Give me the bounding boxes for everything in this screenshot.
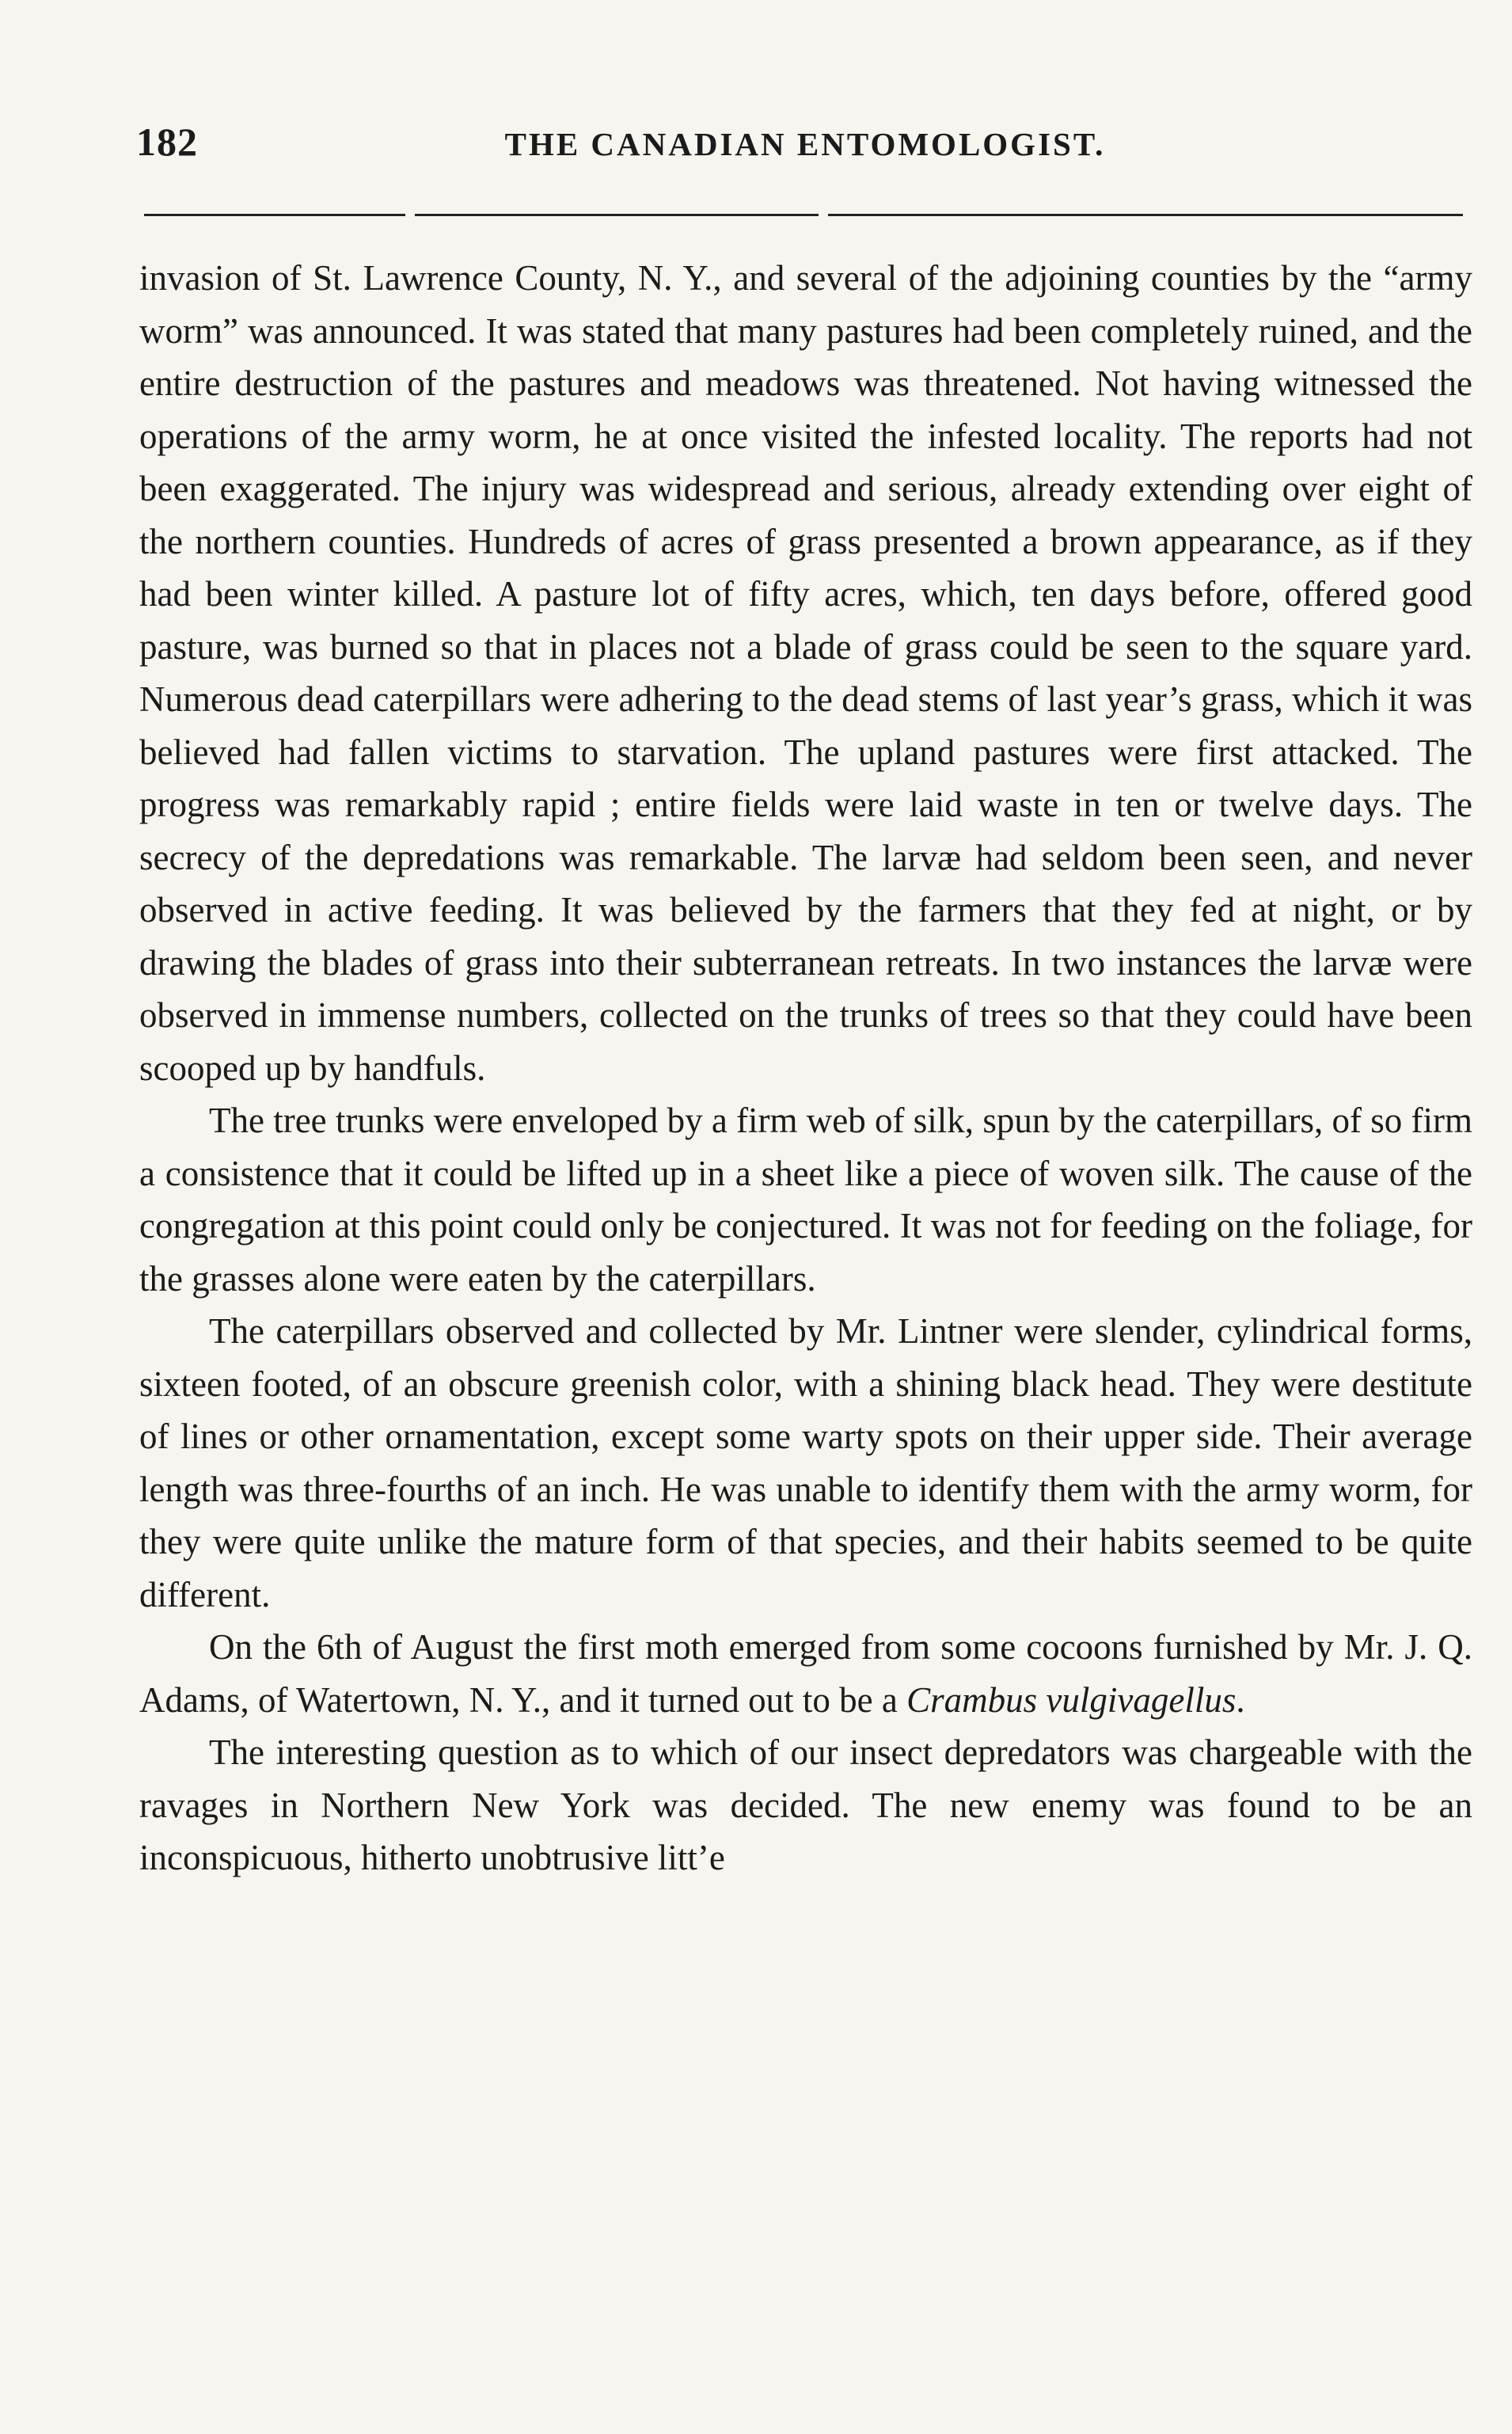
body-text [139, 252, 1472, 1884]
paragraph [139, 1621, 1472, 1726]
paragraph-text: On the 6th of August the first moth emerged from some cocoons furnished by Mr. J. Q. Adams, of Watertown, N. Y., and it turned out to be a [139, 1627, 1472, 1720]
paragraph: The caterpillars observed and collected by Mr. Lintner were slender, cylindrical forms, sixteen footed, of an obscure greenish color, with a shining black head. They were destitute of lines or other ornamentation, except some warty spots on their upper side. Their average length was three-fourths of an inch. He was unable to identify them with the army worm, for they were quite unlike the mature form of that species, and their habits seemed to be quite different. [139, 1311, 1472, 1614]
journal-title: THE CANADIAN ENTOMOLOGIST. [504, 126, 1106, 162]
header-rule [144, 214, 405, 216]
header-rule [828, 214, 1463, 216]
paragraph: The interesting question as to which of our insect depredators was chargeable with the ravages in Northern New York was decided. The new enemy was found to be an inconspicuous, hitherto unobtrusive litt’e [139, 1732, 1472, 1877]
running-head [136, 119, 1474, 174]
species-name: Crambus vulgivagellus [906, 1679, 1237, 1720]
paragraph: invasion of St. Lawrence County, N. Y., and several of the adjoining counties by the “army worm” was announced. It was stated that many pastures had been completely ruined, and the entire destruction of the pastures and meadows was threatened. Not having witnessed the operations of the army worm, he at once visited the infested locality. The reports had not been exaggerated. The injury was widespread and serious, already extending over eight of the northern counties. Hundreds of acres of grass presented a brown appearance, as if they had been winter killed. A pasture lot of fifty acres, which, ten days before, offered good pasture, was burned so that in places not a blade of grass could be seen to the square yard. Numerous dead caterpillars were adhering to the dead stems of last year’s grass, which it was believed had fallen victims to starvation. The upland pastures were first attacked. The progress was remarkably rapid ; entire fields were laid waste in ten or twelve days. The secrecy of the depredations was remarkable. The larvæ had seldom been seen, and never observed in active feeding. It was believed by the farmers that they fed at night, or by drawing the blades of grass into their subterranean retreats. In two instances the larvæ were observed in immense numbers, collected on the trunks of trees so that they could have been scooped up by handfuls. [139, 258, 1472, 1088]
header-rule [415, 214, 819, 216]
paragraph: The tree trunks were enveloped by a firm web of silk, spun by the caterpillars, of so firm a consistence that it could be lifted up in a sheet like a piece of woven silk. The cause of the congregation at this point could only be conjectured. It was not for feeding on the foliage, for the grasses alone were eaten by the caterpillars. [139, 1101, 1472, 1299]
page-number: 182 [136, 120, 198, 164]
paragraph-text: . [1236, 1679, 1245, 1720]
